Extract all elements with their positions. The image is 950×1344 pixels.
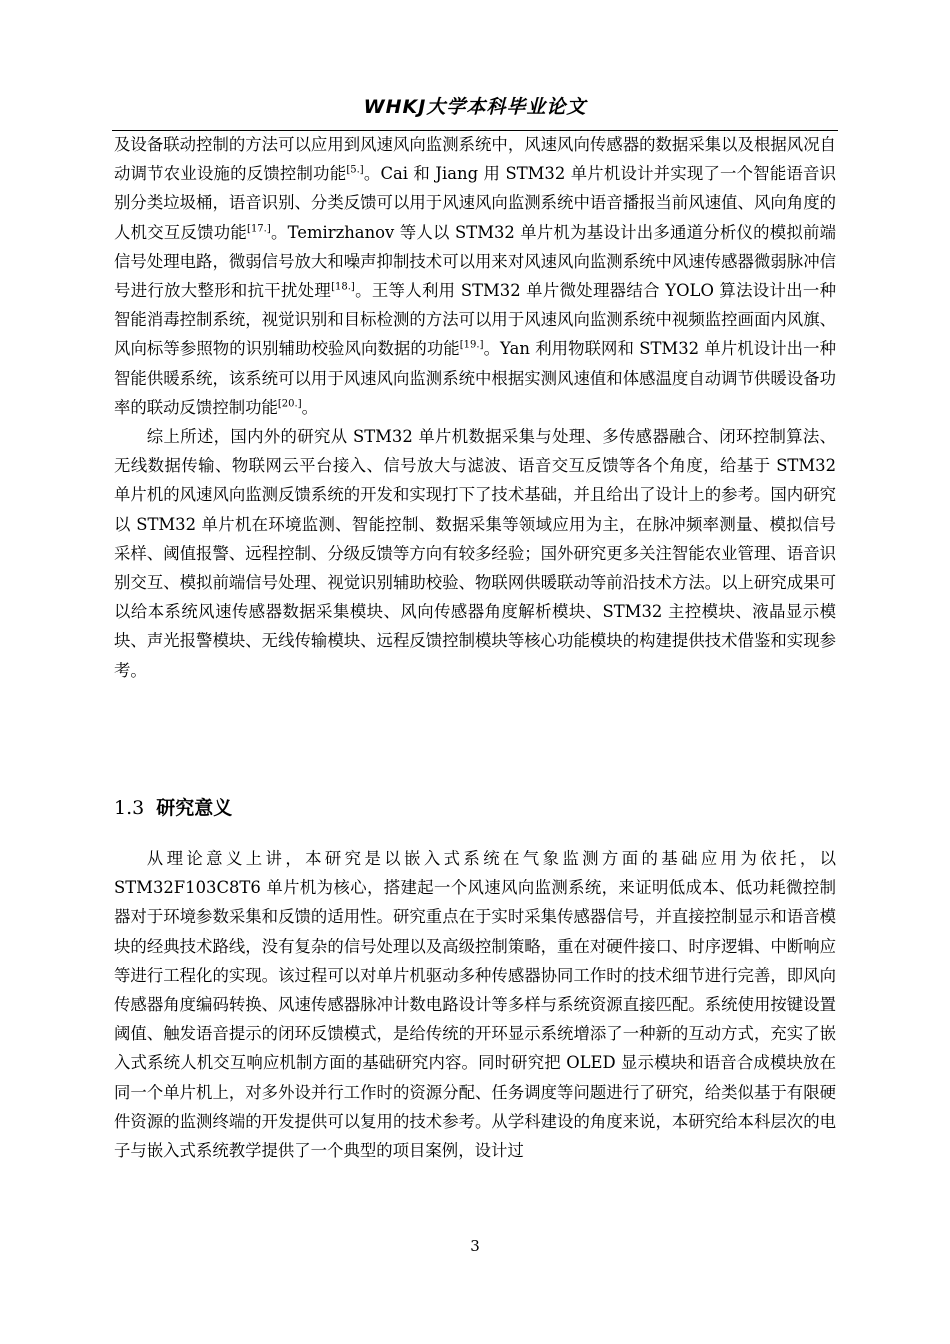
text-run: 。 [301, 397, 319, 417]
citation-marker: [19.] [459, 339, 484, 351]
citation-marker: [20.] [277, 398, 302, 410]
page-header [112, 86, 838, 131]
text-run: 。Cai 和 Jiang 用 STM32 单片机设计并实现了一个智能语音识别分类垃圾桶，语音识别、分类反馈可以用于风速风向监测系统中语音播报当前风速值、风向角度的人机交互反馈功能 [114, 164, 836, 242]
citation-marker: [17.] [247, 223, 271, 235]
citation-marker: [18.] [331, 281, 355, 293]
text-run: 。王等人利用 STM32 单片微处理器结合 YOLO 算法设计出一种智能消毒控制系统，视觉识别和目标检测的方法可以用于风速风向监测系统中视频监控画面内风旗、风向标等参照物的识别辅助校验风向数据的功能 [114, 281, 836, 359]
section-title: 研究意义 [156, 797, 233, 819]
page-number: 3 [470, 1237, 480, 1255]
body-block-1 [114, 130, 836, 685]
section-number: 1.3 [114, 797, 145, 819]
paragraph-related-work [114, 130, 836, 422]
body-block-2 [114, 844, 836, 1165]
citation-marker: [5.] [346, 164, 364, 176]
paragraph-summary: 综上所述，国内外的研究从 STM32 单片机数据采集与处理、多传感器融合、闭环控制算法、无线数据传输、物联网云平台接入、信号放大与滤波、语音交互反馈等各个角度，给基于 STM32 单片机的风速风向监测反馈系统的开发和实现打下了技术基础，并且给出了设计上的参考。国内研究以 STM32 单片机在环境监测、智能控制、数据采集等领域应用为主，在脉冲频率测量、模拟信号采样、阈值报警、远程控制、分级反馈等方向有较多经验；国外研究更多关注智能农业管理、语音识别交互、模拟前端信号处理、视觉识别辅助校验、物联网供暖联动等前沿技术方法。以上研究成果可以给本系统风速传感器数据采集模块、风向传感器角度解析模块、STM32 主控模块、液晶显示模块、声光报警模块、无线传输模块、远程反馈控制模块等核心功能模块的构建提供技术借鉴和实现参考。 [114, 427, 836, 680]
text-run: 。Yan 利用物联网和 STM32 单片机设计出一种智能供暖系统，该系统可以用于风速风向监测系统中根据实测风速值和体感温度自动调节供暖设备功率的联动反馈控制功能 [114, 339, 837, 417]
thesis-header-title: WHKJ大学本科毕业论文 [363, 96, 587, 118]
text-run: 及设备联动控制的方法可以应用到风速风向监测系统中，风速风向传感器的数据采集以及根据风况自动调节农业设施的反馈控制功能 [114, 135, 836, 184]
paragraph-significance: 从理论意义上讲，本研究是以嵌入式系统在气象监测方面的基础应用为依托，以 STM32F103C8T6 单片机为核心，搭建起一个风速风向监测系统，来证明低成本、低功耗微控制器对于环境参数采集和反馈的适用性。研究重点在于实时采集传感器信号，并直接控制显示和语音模块的经典技术路线，没有复杂的信号处理以及高级控制策略，重在对硬件接口、时序逻辑、中断响应等进行工程化的实现。该过程可以对单片机驱动多种传感器协同工作时的技术细节进行完善，即风向传感器角度编码转换、风速传感器脉冲计数电路设计等多样与系统资源直接匹配。系统使用按键设置阈值、触发语音提示的闭环反馈模式，是给传统的开环显示系统增添了一种新的互动方式，充实了嵌入式系统人机交互响应机制方面的基础研究内容。同时研究把 OLED 显示模块和语音合成模块放在同一个单片机上，对多外设并行工作时的资源分配、任务调度等问题进行了研究，给类似基于有限硬件资源的监测终端的开发提供可以复用的技术参考。从学科建设的角度来说，本研究给本科层次的电子与嵌入式系统教学提供了一个典型的项目案例，设计过 [114, 849, 836, 1161]
section-heading [114, 793, 232, 823]
text-run: 。Temirzhanov 等人以 STM32 单片机为基设计出多通道分析仪的模拟前端信号处理电路，微弱信号放大和噪声抑制技术可以用来对风速风向监测系统中风速传感器微弱脉冲信号进行放大整形和抗干扰处理 [114, 222, 837, 301]
